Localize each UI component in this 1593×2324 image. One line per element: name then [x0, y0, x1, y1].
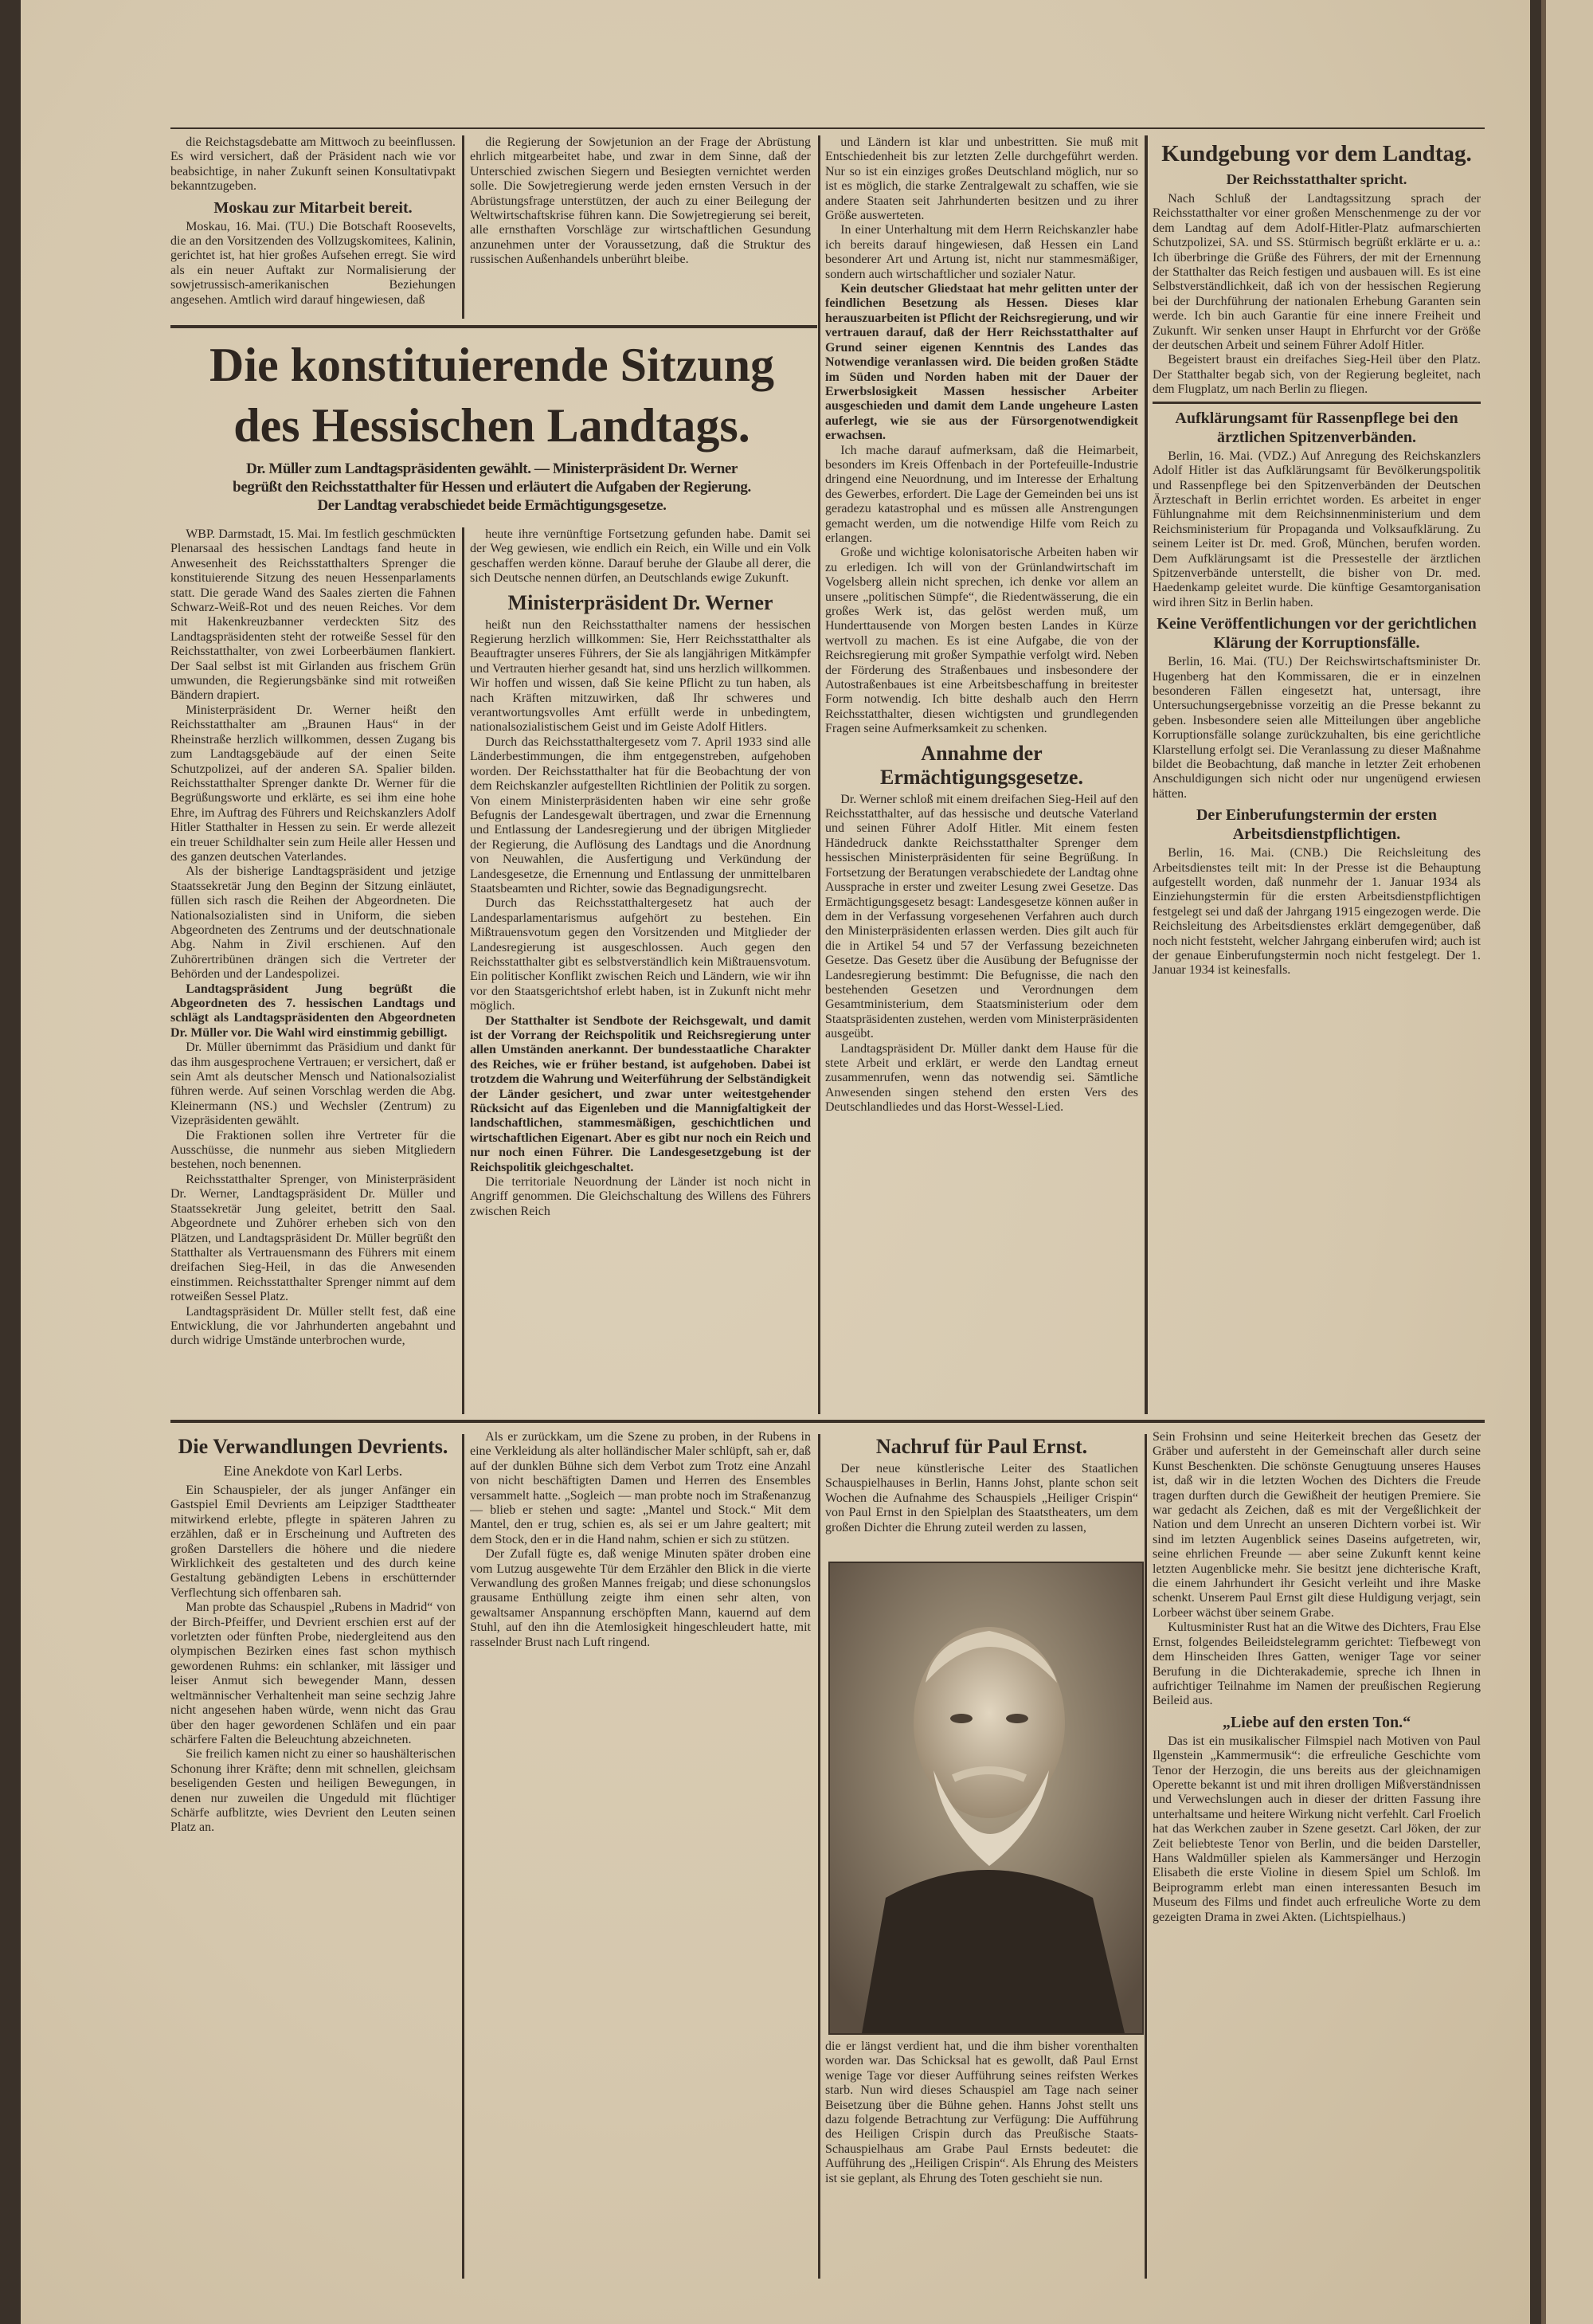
article-text: Landtagspräsident Dr. Müller dankt dem Hause für die stete Arbeit und erklärt, er werde den Landtag erneut zusammenrufen, wenn das notwendig sei. Sämtliche Anwesenden singen stehend den ersten Vers des Deutschlandliedes und das Horst-Wessel-Lied. [825, 1041, 1138, 1115]
article-text: Durch das Reichsstatthaltergesetz vom 7. April 1933 sind alle Länderbestimmungen, die ihm entgegenstreben, aufgehoben worden. Der Reichsstatthalter hat für die Beobachtung der von dem Reichskanzler aufgestellten Richtlinien der Politik zu sorgen. Von einem Ministerpräsidenten haben wir eine sehr große Befugnis der Landesgewalt übertragen, und zwar die Ernennung und Entlassung der Landesregierung und der übrigen Mitglieder der Regierung, die Auflösung des Landtags und die Anordnung von Neuwahlen, die Ausfertigung und Verkündung der Landesgesetze, die Ernennung und Entlassung der unmittelbaren Staatsbeamten und Richter, sowie das Begnadigungsrecht. [470, 735, 811, 896]
column-rule [818, 135, 820, 1414]
article-text: Berlin, 16. Mai. (TU.) Der Reichswirtschaftsminister Dr. Hugenberg hat den Kommissaren, die er in einzelnen besonderen Fällen eingesetzt hat, untersagt, ihre Untersuchungsergebnisse vorzeitig an die Presse bekannt zu geben. Insbesondere seien alle Mitteilungen über angebliche Korruptionsfälle solange zurückzuhalten, bis eine gerichtliche Klarstellung erfolgt sei. Die Veranlassung zu dieser Maßnahme bildet die Beobachtung, daß manche in letzter Zeit erhobenen Anschuldigungen sich nicht oder nur ungenügend erwiesen hätten. [1153, 655, 1481, 801]
article-text: In einer Unterhaltung mit dem Herrn Reichskanzler habe ich bereits darauf hingewiesen, daß Hessen ein Land besonderer Art und Artung ist, nicht nur stammesmäßiger, sondern auch wirtschaftlicher und sozialer Natur. [825, 223, 1138, 281]
column-rule [818, 1434, 820, 2279]
column-rule [462, 1434, 464, 2279]
article-text: Dr. Müller übernimmt das Präsidium und dankt für das ihm ausgesprochene Vertrauen; er versichert, daß er sein Amt als deutscher Mensch und Nationalsozialist führen werde. Auf seinen Vorschlag werden die Abg. Kleinermann (NS.) und Wechsler (Zentrum) zu Vizepräsidenten gewählt. [170, 1041, 456, 1128]
column-rule [1145, 135, 1148, 1414]
byline: Eine Anekdote von Karl Lerbs. [223, 1463, 403, 1479]
portrait-photo-paul-ernst [828, 1562, 1144, 2035]
main-headline: des Hessischen Landtags. [233, 399, 750, 452]
article-text: Landtagspräsident Dr. Müller stellt fest, daß eine Entwicklung, die vor Jahrhunderten angebahnt und durch widrige Umstände unterbrochen wurde, [170, 1304, 456, 1348]
article-text: WBP. Darmstadt, 15. Mai. Im festlich geschmückten Plenarsaal des hessischen Landtags fand heute in Anwesenheit des Reichsstatthalters Sprenger die konstituierende Sitzung des neuen Hessenparlaments statt. Die gerade Wand des Saales zierten die Fahnen Schwarz-Weiß-Rot und des neuen Reiches. Vor dem mit Hakenkreuzbanner verdeckten Sitz des Landtagspräsidenten steht der rotweiße Sessel für den Reichsstatthalter, von zwei Lorbeerbäumen flankiert. Der Saal selbst ist mit Girlanden aus frischem Grün umwunden, die Regierungsbänke sind mit rotweißen Bändern drapiert. [170, 527, 456, 703]
deck-line: begrüßt den Reichsstatthalter für Hessen und erläutert die Aufgaben der Regierung. [233, 479, 751, 496]
article-text: Berlin, 16. Mai. (VDZ.) Auf Anregung des Reichskanzlers Adolf Hitler ist das Aufklärungsamt für Bevölkerungspolitik und Rassenpflege bei den Spitzenverbänden der Deutschen Ärzteschaft in Berlin errichtet worden. Es arbeitet in enger Fühlungnahme mit dem Reichsinnenministerium und dem Reichsministerium für Propaganda und Volksaufklärung. Zu seinem Leiter ist Dr. med. Groß, München, berufen worden. Dem Aufklärungsamt ist die Pressestelle der ärztlichen Spitzenverbände unterstellt, die bisher von Dr. med. Haedenkamp geleitet wurde. Die künftige Gesamtorganisation wird ihren Sitz in Berlin haben. [1153, 449, 1481, 609]
article-heading: Kundgebung vor dem Landtag. [1161, 141, 1472, 167]
article-heading: Die Verwandlungen Devrients. [178, 1435, 448, 1458]
article-text: Reichsstatthalter Sprenger, von Ministerpräsident Dr. Werner, Landtagspräsident Dr. Müller und Staatssekretär Jung geleitet, betritt den Saal. Abgeordnete und Zuhörer erheben sich von den Plätzen, und Landtagspräsident Dr. Müller begrüßt den Statthalter als Vertrauensmann des Führers mit einem dreifachen Sieg-Heil, in das die Anwesenden einstimmen. Reichsstatthalter Sprenger nimmt auf dem rotweißen Sessel Platz. [170, 1172, 456, 1304]
article-text: Der Zufall fügte es, daß wenige Minuten später droben eine vom Lutzug ausgewehte Tür dem Erzähler den Blick in die vierte Verwandlung des großen Mannes freigab; und diese schonungslos grausame Enthüllung zeigte ihm einen sehr alten, von gewaltsamer Anspannung erschöpften Mann, kauernd auf dem Stuhl, auf den ihn die Atemlosigkeit hingeschleudert hatte, mit rasselnder Brust nach Luft ringend. [470, 1547, 811, 1649]
article-text: Als der bisherige Landtagspräsident und jetzige Staatssekretär Jung den Beginn der Sitzung einläutet, füllen sich rasch die Reihen der Abgeordneten. Die Nationalsozialisten sind in Uniform, die sieben Abgeordneten des Zentrums und der deutschnationale Abg. Nahm in Zivil erschienen. Auf den Zuhörertribünen drängen sich die Vertreter der Behörden und der Landespolizei. [170, 864, 456, 982]
article-text: heißt nun den Reichsstatthalter namens der hessischen Regierung herzlich willkommen: Sie, Herr Reichsstatthalter als Beauftragter unseres Führers, der Sie als langjährigen Mitkämpfer und Vertrauten hierher gesandt hat, sind uns herzlich willkommen. Wir hoffen und wissen, daß Sie keine Pflicht zu tun haben, als nach Kräften mitzuwirken, daß Ihr schweres und verantwortungsvolles Amt erfüllt werde in unbedingtem, nationalsozialistischem Geist und im Geiste Adolf Hitlers. [470, 617, 811, 735]
headline-rule [170, 325, 817, 328]
article-text: Moskau, 16. Mai. (TU.) Die Botschaft Roosevelts, die an den Vorsitzenden des Vollzugskomitees, Kalinin, gerichtet ist, hat hier großes Aufsehen erregt. Sie wird als ein neuer Auftakt zur Normalisierung der sowjetrussisch-amerikanischen Beziehungen angesehen. Amtlich wird darauf hingewiesen, daß [170, 219, 456, 307]
article-text: Begeistert braust ein dreifaches Sieg-Heil über den Platz. Der Statthalter begab sich, von der Regierung begleitet, nach dem Flugplatz, um nach Berlin zu fliegen. [1153, 353, 1481, 397]
article-text: Ein Schauspieler, der als junger Anfänger ein Gastspiel Emil Devrients am Leipziger Stadttheater mitwirkend erlebte, pflegte in späteren Jahren zu erzählen, daß er in Erscheinung und Auftreten des großen Darstellers die höhere und die niedere Wirklichkeit des gestalteten und des durch keine Gestaltung gebändigten Lebens in erschütternder Verflechtung sich offenbaren sah. [170, 1483, 456, 1600]
article-heading: Moskau zur Mitarbeit bereit. [213, 198, 413, 217]
article-text: Sie freilich kamen nicht zu einer so haushälterischen Schonung ihrer Kräfte; denn mit schnellen, gleichsam beseligenden Gesten und heiligen Bewegungen, in denen nur zuweilen die Ungeduld mit flüchtiger Schärfe aufblitzte, wies Devrient den Leuten seinen Platz an. [170, 1747, 456, 1835]
article-text: die Regierung der Sowjetunion an der Frage der Abrüstung ehrlich mitgearbeitet habe, und zwar in dem Sinne, daß der Unterschied zwischen Siegern und Besiegten vernichtet werden solle. Die Sowjetregierung werde jeden ernsten Versuch in der Abrüstungsfrage unterstützen, der auch zu einer Beilegung der Weltwirtschaftskrise führen kann. Die Sowjetregierung sei bereit, alle ernsthaften Vorschläge zur wirtschaftlichen Gesundung anzunehmen unter der Voraussetzung, daß die Struktur des russischen Außenhandels unberührt bleibe. [470, 135, 811, 267]
article-heading: Der Einberufungstermin der ersten Arbeitsdienstpflichtigen. [1196, 806, 1437, 844]
main-column-1 [170, 527, 456, 1414]
article-text: Ich mache darauf aufmerksam, daß die Heimarbeit, besonders im Kreis Offenbach in der Portefeuille-Industrie dringend eine Neuordnung, und im Interesse der Erhaltung des Gewerbes, erfordert. Die Lage der Gemeinden bei uns ist geradezu katastrophal und es müssen alle Anstrengungen gemacht werden, um die notwendige Hilfe vom Reich zu erlangen. [825, 443, 1138, 545]
main-headline-block [167, 335, 816, 515]
devrient-column-1 [170, 1430, 456, 2279]
main-headline: Die konstituierende Sitzung [209, 339, 774, 391]
article-subheading: Der Reichsstatthalter spricht. [1226, 171, 1407, 187]
column-rule [462, 135, 464, 319]
article-text: die Reichstagsdebatte am Mittwoch zu beeinflussen. Es wird versichert, daß der Präsident nach wie vor beabsichtige, in naher Zukunft seinen Konsultativpakt bekanntzugeben. [170, 135, 456, 194]
article-text: heute ihre vernünftige Fortsetzung gefunden habe. Damit sei der Weg gewiesen, wie endlich ein Reich, ein Wille und ein Volk geschaffen werden könne. Darauf beruhe der Glaube all derer, die sich Deutsche nennen dürfen, an Deutschlands ewige Zukunft. [470, 527, 811, 586]
article-text: Landtagspräsident Jung begrüßt die Abgeordneten des 7. hessischen Landtags und schlägt als Landtagspräsidenten den Abgeordneten Dr. Müller vor. Die Wahl wird einstimmig gebilligt. [170, 982, 456, 1040]
article-text: die er längst verdient hat, und die ihm bisher vorenthalten worden war. Das Schicksal hat es gewollt, daß Paul Ernst wenige Tage vor dieser Aufführung seines reifsten Werkes starb. Nun wird dieses Schauspiel am Tage nach seiner Beisetzung über die Bühne gehen. Hanns Johst stellt uns dazu folgende Betrachtung zur Verfügung: Die Aufführung des Heiligen Crispin durch das Preußische Staats-Schauspielhaus am Grabe Paul Ernsts bedeutet: die Aufführung des „Heiligen Crispin“. Als Ehrung des Meisters ist sie geplant, als Ehrung des Toten geschieht sie nun. [825, 2040, 1138, 2185]
adjacent-page-edge [1541, 0, 1593, 2324]
article-heading: „Liebe auf den ersten Ton.“ [1222, 1713, 1411, 1731]
article-text-bold: Der Statthalter ist Sendbote der Reichsgewalt, und damit ist der Vorrang der Reichspolitik und Reichsregierung unter allen Umständen anerkannt. Der bundesstaatliche Charakter des Reiches, wie er früher bestand, ist aufgehoben. Dabei ist trotzdem die Wahrung und Weiterführung der Selbständigkeit der Länder gesichert, und zwar unter weitestgehender Rücksicht auf das Eigenleben und die Mannigfaltigkeit der landschaftlichen, stammesmäßigen, geschichtlichen und wirtschaftlichen Eigenart. Aber es gibt nur noch ein Reich und nur noch einen Führer. Die Landesgesetzgebung ist der Reichspolitik gleichgeschaltet. [470, 1013, 811, 1174]
article-text: und Ländern ist klar und unbestritten. Sie muß mit Entschiedenheit bis zur letzten Zelle durchgeführt werden. Nur so ist ein einziges großes Deutschland möglich, nur so ist es möglich, die starke Zentralgewalt zu schaffen, wie sie andere Staaten seit Jahrhunderten besitzen und zu ihrer Größe auswerteten. [825, 135, 1138, 223]
article-text: Durch das Reichsstatthaltergesetz hat auch der Landesparlamentarismus aufgehört zu bestehen. Ein Mißtrauensvotum gegen den Vorsitzenden und Mitglieder der Landesregierung ist ausgeschlossen. Auch gegen den Reichsstatthalter gibt es selbstverständlich kein Mißtrauensvotum. Ein politischer Konflikt zwischen Reich und Ländern, wie wir ihn vor den Staatsgerichtshof erlebt haben, ist in Zukunft nicht mehr möglich. [470, 896, 811, 1013]
article-text: Man probte das Schauspiel „Rubens in Madrid“ von der Birch-Pfeiffer, und Devrient erschien erst auf der vorletzten oder fünften Probe, niedergleitend aus den olympischen Bezirken eines fast schon mythisch gewordenen Ruhms: ein schlanker, mit lässiger und leiser Anmut sich bewegender Mann, dessen weltmännischer Verhaltenheit man seine sechzig Jahre nicht angesehen haben würde, wenn nicht das Grau über den hager gewordenen Schläfen und ein paar schärfere Falten die Beleuchtung abzeichneten. [170, 1601, 456, 1746]
main-column-2 [470, 527, 811, 1414]
main-column-3 [825, 135, 1138, 1414]
top-rule [170, 127, 1485, 129]
deck-line: Dr. Müller zum Landtagspräsidenten gewählt. — Ministerpräsident Dr. Werner [246, 460, 738, 477]
section-heading: Ministerpräsident Dr. Werner [507, 590, 773, 614]
article-text-bold: Kein deutscher Gliedstaat hat mehr gelitten unter der feindlichen Besetzung als Hessen. Dieses klar herauszuarbeiten ist Pflicht der Reichsregierung, und wir vertrauen darauf, daß der Herr Reichsstatthalter auf Grund seiner eigenen Kenntnis des Landes das Notwendige veranlassen wird. Die beiden großen Städte im Süden und Norden haben mit der Dauer der Erwerbslosigkeit Massen hessischer Arbeiter ausgeschieden und damit dem Lande ungeheure Lasten auferlegt, wie sie aus der Fürsorgenotwendigkeit erwachsen. [825, 282, 1138, 443]
nachruf-column-tail [825, 2040, 1138, 2279]
article-heading: Nachruf für Paul Ernst. [875, 1435, 1088, 1458]
article-heading: Aufklärungsamt für Rassenpflege bei den ärztlichen Spitzenverbänden. [1153, 402, 1481, 447]
article-text: Ministerpräsident Dr. Werner heißt den Reichsstatthalter am „Braunen Haus“ in der Rheinstraße herzlich willkommen, dessen Zugang bis zum Landtagsgebäude auf der einen Seite Schutzpolizei, auf der anderen SA. Spalier bilden. Reichsstatthalter Sprenger dankte Dr. Werner für die Begrüßungsworte und erklärte, es sei ihm eine hohe Ehre, im Auftrag des Führers und Reichskanzlers Adolf Hitler Statthalter in Hessen zu sein. Er werde allezeit ein treuer Schildhalter sein zum Heile aller Hessen und des ganzen deutschen Vaterlandes. [170, 703, 456, 864]
section-heading: Annahme der Ermächtigungsgesetze. [880, 741, 1083, 789]
column-rule [1145, 1434, 1147, 2279]
article-text: Als er zurückkam, um die Szene zu proben, in der Rubens in eine Verkleidung als alter holländischer Maler schlüpft, sah er, daß auf der dunklen Bühne sich dem Verbot zum Trotz eine Anzahl von nicht beschäftigten Damen und Herren des Ensembles versammelt hatte. „Sogleich — man probte noch im Straßenanzug — blieb er stehen und sagte: „Mantel und Stock.“ Mit dem Mantel, den er trug, schien es, als sei er um Jahre gealtert; mit dem Stock, den er in die Hand nahm, schien er sich zu stützen. [470, 1430, 811, 1546]
article-text: Die territoriale Neuordnung der Länder ist noch nicht in Angriff genommen. Die Gleichschaltung des Willens des Führers zwischen Reich [470, 1175, 811, 1218]
section-rule [170, 1420, 1485, 1423]
deck-line: Der Landtag verabschiedet beide Ermächtigungsgesetze. [317, 497, 667, 514]
article-text: Große und wichtige kolonisatorische Arbeiten haben wir zu erledigen. Ich will von der Grünlandwirtschaft im Vogelsberg allein nicht sprechen, ich denke vor allem an unsere „politischen Sümpfe“, die Riedentwässerung, die ein großes Werk ist, das gelöst werden muß, um Hunderttausende von Morgen besten Landes in Kürze wertvoll zu machen. Es ist eine Aufgabe, die von der Reichsregierung mit großer Sympathie verfolgt wird. Neben der Förderung des Straßenbaues und insbesondere der Autostraßenbaues ist eine Arbeitsbeschaffung in breitester Form notwendig. Ich bitte deshalb auch den Herrn Reichsstatthalter, diesen wichtigsten und grundlegenden Fragen seine Aufmerksamkeit zu schenken. [825, 546, 1138, 736]
top-column-2 [470, 135, 811, 323]
column-rule [462, 527, 464, 1414]
article-text: Sein Frohsinn und seine Heiterkeit brechen das Gesetz der Gräber und aufersteht in der Gemeinschaft aller durch seine Kunst Beschenkten. Die schönste Genugtuung unseres Hauses ist, daß wir in die letzten Wochen des Dichters die Freude tragen durften durch die Gewißheit der heutigen Premiere. Sie war gedacht als Zeichen, daß es mit der Vergeßlichkeit der Nation und dem Unrecht an unseren Dichtern vorbei ist. Wir sind im letzten Augenblick seines Daseins aufgetreten, wir, seine ehrlichen Freunde — aber seine Zukunft kennt keine letzten Augenblicke mehr. Sie besitzt jene dichterische Kraft, die einem Jahrhundert ihr Gesicht verleiht und ihre Maske schenkt. Unserem Paul Ernst gilt diese Huldigung verjagt, sein Lorbeer wächst über seinem Grabe. [1153, 1430, 1481, 1620]
feuilleton-column-4 [1153, 1430, 1481, 2279]
article-text: Berlin, 16. Mai. (CNB.) Die Reichsleitung des Arbeitsdienstes teilt mit: In der Presse ist die Behauptung aufgestellt worden, daß nunmehr der 1. Januar 1934 als Einziehungstermin für die ersten Arbeitsdienstpflichtigen festgelegt sei und daß der Jahrgang 1915 eingezogen werde. Die Reichsleitung des Arbeitsdienstes erklärt demgegenüber, daß noch nicht feststeht, welcher Jahrgang einberufen wird; auch ist der genaue Einberufungstermin noch nicht festgelegt. Der 1. Januar 1934 ist keinesfalls. [1153, 846, 1481, 978]
article-text: Die Fraktionen sollen ihre Vertreter für die Ausschüsse, die nunmehr aus sieben Mitgliedern bestehen, noch benennen. [170, 1128, 456, 1172]
article-text: Dr. Werner schloß mit einem dreifachen Sieg-Heil auf den Reichsstatthalter, auf das hessische und deutsche Vaterland und seinen Führer Adolf Hitler. Mit einem festen Händedruck dankte Reichsstatthalter Sprenger dem hessischen Ministerpräsidenten für seine Begrüßung. In Fortsetzung der Beratungen verabschiedete der Landtag ohne Aussprache in erster und zweiter Lesung zwei Gesetze. Das Ermächtigungsgesetz besagt: Landesgesetze können außer in dem in der Verfassung vorgesehenen Verfahren auch durch den Ministerpräsidenten erlassen werden. Dies gilt auch für die in Artikel 54 und 57 der Verfassung bezeichneten Gesetze. Das Gesetz über die Ausübung der Befugnisse der Landesregierung bestimmt: Die Befugnisse, die nach den bestehenden Gesetzen und Verordnungen dem Gesamtministerium, dem Staatsministerium oder dem Staatspräsidenten zustehen, werden vom Ministerpräsidenten ausgeübt. [825, 792, 1138, 1041]
nachruf-column [825, 1430, 1138, 1558]
article-heading: Keine Veröffentlichungen vor der gerichtlichen Klärung der Korruptionsfälle. [1157, 615, 1477, 653]
devrient-column-2 [470, 1430, 811, 2279]
article-text: Kultusminister Rust hat an die Witwe des Dichters, Frau Else Ernst, folgendes Beileidstelegramm gerichtet: Tiefbewegt von dem Hinscheiden Ihres Gatten, weniger Tage vor seiner Berufung in die Dichterakademie, spreche ich Ihnen in aufrichtiger Teilnahme im Namen der preußischen Regierung Beileid aus. [1153, 1621, 1481, 1708]
top-column-1 [170, 135, 456, 323]
main-column-4 [1153, 135, 1481, 1414]
article-text: Der neue künstlerische Leiter des Staatlichen Schauspielhauses in Berlin, Hanns Johst, plante schon seit Wochen die Aufnahme des Schauspiels „Heiliger Crispin“ von Paul Ernst in den Spielplan des Staatstheaters, um dem großen Dichter die Ehrung zuteil werden zu lassen, [825, 1462, 1138, 1534]
article-text: Das ist ein musikalischer Filmspiel nach Motiven von Paul Ilgenstein „Kammermusik“: die erfreuliche Geschichte vom Tenor der Herzogin, die uns bereits aus der gleichnamigen Operette bekannt ist und mit ihren drolligen Mißverständnissen und Verwechslungen auch in dieser der dritten Fassung ihre unterhaltsame und heitere Wirkung nicht verfehlt. Carl Froelich hat das Werkchen zauber in Szene gesetzt. Carl Jöken, der zur Zeit beliebteste Tenor von Berlin, und die beiden Darsteller, Hans Waldmüller spielen als Kammersänger und Herzogin Elisabeth die erste Violine in diesem Spiel um Schloß. Im Beiprogramm erlebt man einen interessanten Besuch im Museum des Films und findet auch erfreuliche Worte zu dem gezeigten Drama in zwei Akten. (Lichtspielhaus.) [1153, 1734, 1481, 1924]
portrait-image [830, 1563, 1142, 2033]
article-text: Nach Schluß der Landtagssitzung sprach der Reichsstatthalter vor einer großen Menschenmenge zu der vor dem Landtag auf dem Adolf-Hitler-Platz aufmarschierten Schutzpolizei, SA. und SS. Stürmisch begrüßt erklärte er u. a.: Ich überbringe die Grüße des Führers, der mit der Ernennung der Statthalter das Reich festigen und ausbauen will. Es ist eine Selbstverständlichkeit, daß ich von der hessischen Regierung bei der Durchführung der nationalen Erhebung Garanten sein werde. Ich bin auch Garantie für eine innere Freiheit und Zukunft. Wir senken unser Haupt in Ehrfurcht vor der Größe der deutschen Arbeit und seinem Führer Adolf Hitler. [1153, 192, 1481, 353]
